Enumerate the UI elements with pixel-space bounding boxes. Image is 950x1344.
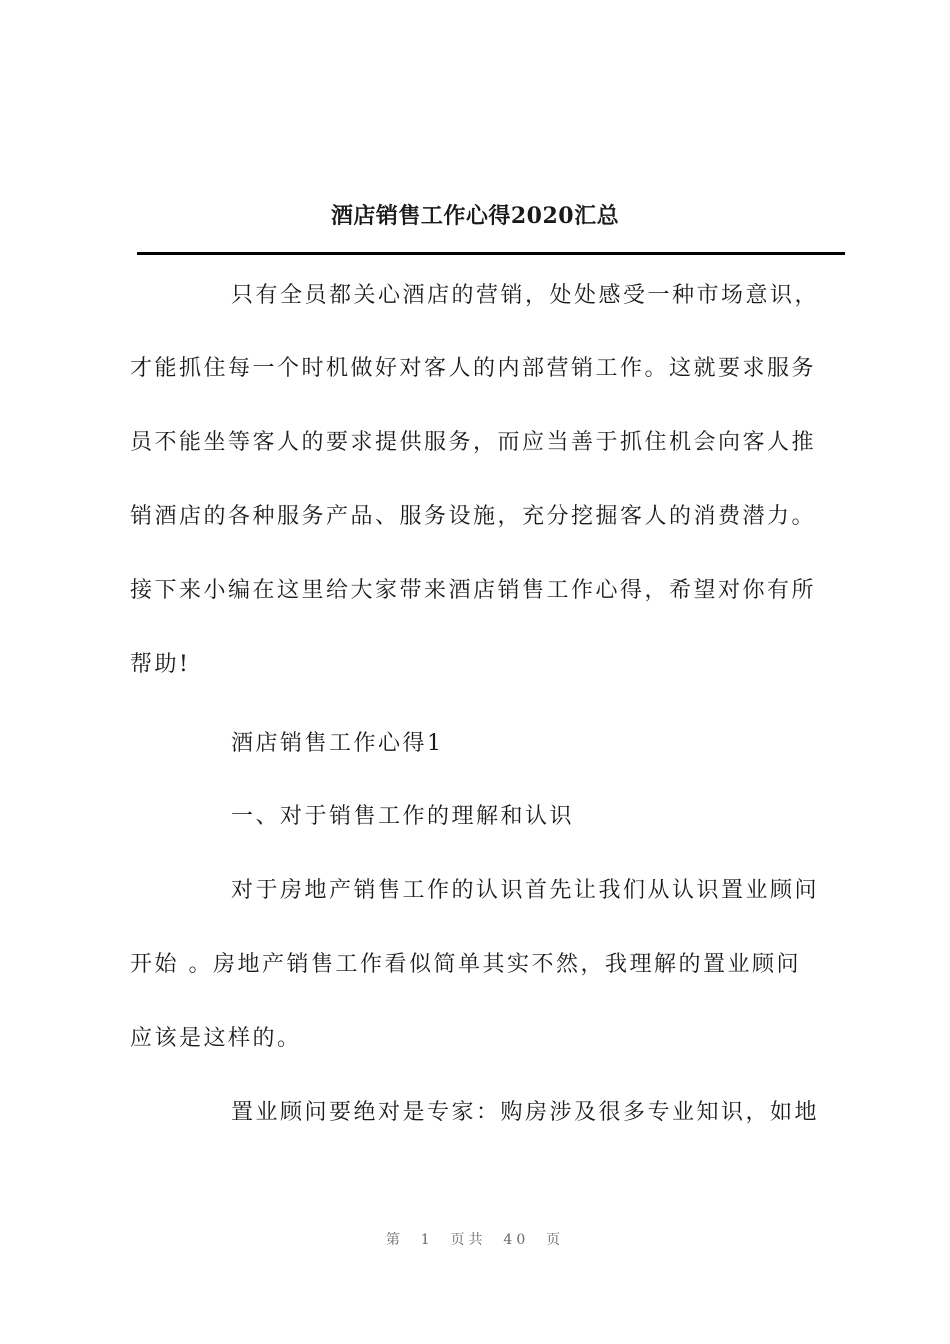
body-line: 应该是这样的。 <box>130 1026 302 1051</box>
body-line: 帮助! <box>130 652 191 677</box>
section-heading: 酒店销售工作心得1 <box>231 731 444 756</box>
body-line: 接下来小编在这里给大家带来酒店销售工作心得，希望对你有所 <box>130 578 817 603</box>
body-line: 只有全员都关心酒店的营销，处处感受一种市场意识， <box>231 283 820 308</box>
document-title: 酒店销售工作心得2020汇总 <box>330 203 620 229</box>
body-line: 置业顾问要绝对是专家：购房涉及很多专业知识，如地 <box>231 1100 820 1125</box>
subsection-heading: 一、对于销售工作的理解和认识 <box>231 804 575 829</box>
page-number-footer: 第 1 页共 40 页 <box>385 1232 565 1248</box>
body-line: 员不能坐等客人的要求提供服务，而应当善于抓住机会向客人推 <box>130 430 817 455</box>
title-divider <box>137 252 845 255</box>
body-line: 开始 。房地产销售工作看似简单其实不然，我理解的置业顾问 <box>130 952 801 977</box>
body-line: 销酒店的各种服务产品、服务设施，充分挖掘客人的消费潜力。 <box>130 504 817 529</box>
body-line: 才能抓住每一个时机做好对客人的内部营销工作。这就要求服务 <box>130 356 817 381</box>
body-line: 对于房地产销售工作的认识首先让我们从认识置业顾问 <box>231 878 820 903</box>
